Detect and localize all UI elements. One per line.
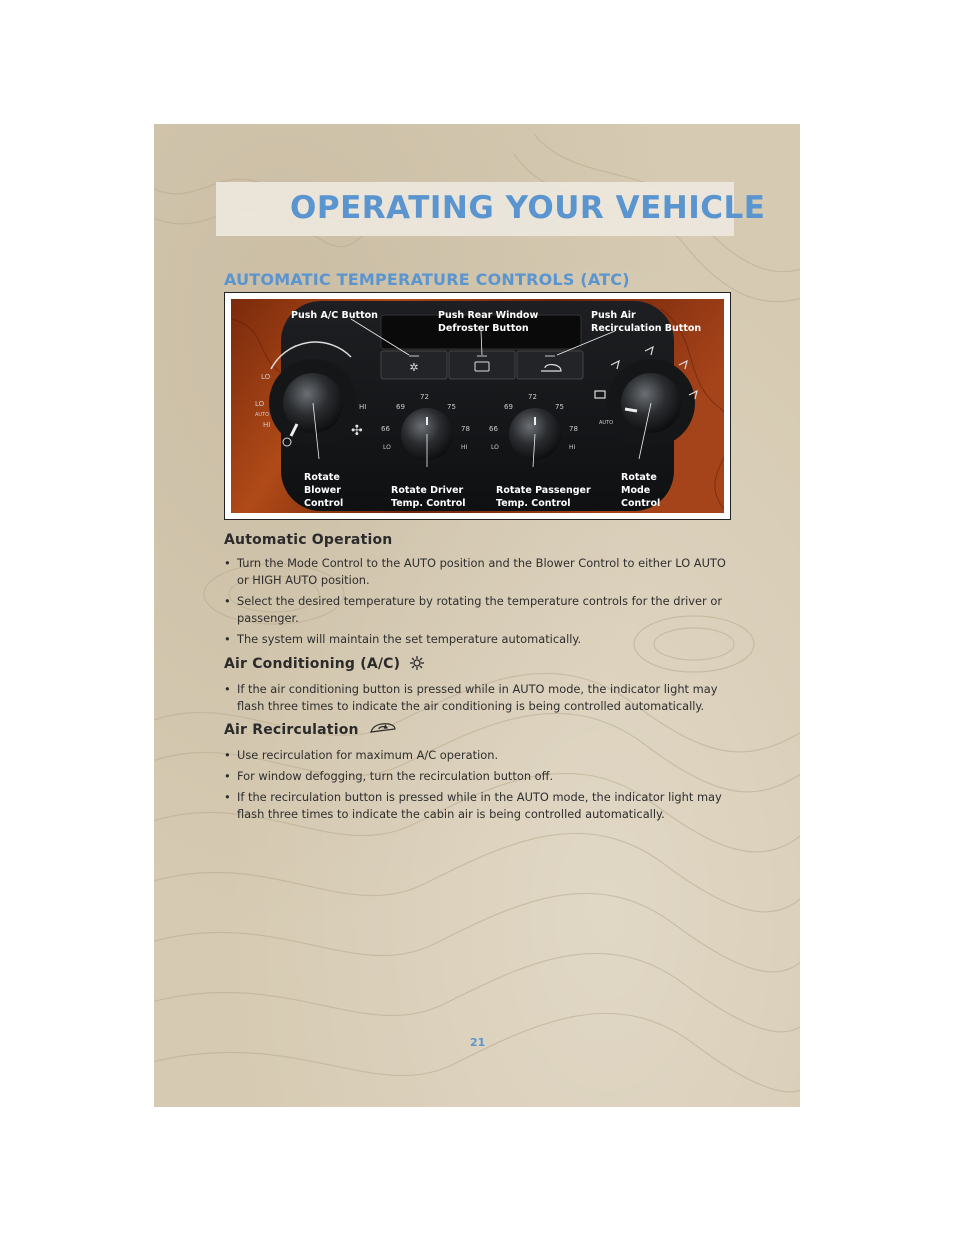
blower-lo-auto-label: LO bbox=[255, 400, 265, 408]
mode-auto-label: AUTO bbox=[599, 420, 614, 426]
callout-mode-line1: Rotate bbox=[621, 472, 657, 483]
driver-temp-78: 78 bbox=[461, 425, 470, 433]
driver-temp-hi: HI bbox=[461, 444, 468, 451]
air-recirculation-heading bbox=[224, 722, 397, 738]
blower-hi-label: HI bbox=[359, 403, 367, 411]
rear-defroster-button[interactable] bbox=[449, 351, 515, 379]
callout-ac-button: Push A/C Button bbox=[291, 310, 378, 321]
callout-mode-line3: Control bbox=[621, 498, 661, 509]
passenger-temp-78: 78 bbox=[569, 425, 578, 433]
page-title: OPERATING YOUR VEHICLE bbox=[290, 190, 766, 226]
atc-photo-frame bbox=[224, 292, 731, 520]
automatic-operation-heading bbox=[224, 532, 392, 548]
driver-temp-72: 72 bbox=[420, 393, 429, 401]
driver-temp-66: 66 bbox=[381, 425, 390, 433]
passenger-temp-72: 72 bbox=[528, 393, 537, 401]
automatic-operation-heading-text: Automatic Operation bbox=[224, 532, 393, 548]
air-recirculation-heading-text: Air Recirculation bbox=[224, 722, 359, 738]
list-item: • If the recirculation button is pressed while in the AUTO mode, the indicator light may flash three times to indicate the cabin air is being controlled automatically. bbox=[224, 789, 734, 823]
list-item: • The system will maintain the set temperature automatically. bbox=[224, 631, 734, 648]
callout-defroster-line2: Defroster Button bbox=[438, 323, 529, 334]
blower-auto-label: AUTO bbox=[255, 412, 270, 418]
driver-temp-69: 69 bbox=[396, 403, 405, 411]
callout-driver-line2: Temp. Control bbox=[391, 498, 466, 509]
callout-recirc-line2: Recirculation Button bbox=[591, 323, 702, 334]
callout-passenger-line1: Rotate Passenger bbox=[496, 485, 591, 496]
atc-control-panel-photo bbox=[231, 299, 724, 513]
recirculation-button[interactable] bbox=[517, 351, 583, 379]
callout-mode-line2: Mode bbox=[621, 485, 651, 496]
callout-driver-line1: Rotate Driver bbox=[391, 485, 464, 496]
page-number: 21 bbox=[470, 1036, 486, 1049]
automatic-operation-list bbox=[224, 555, 734, 652]
blower-hi-auto-label: HI bbox=[263, 421, 271, 429]
passenger-temp-66: 66 bbox=[489, 425, 498, 433]
callout-defroster-line1: Push Rear Window bbox=[438, 310, 539, 321]
list-item: • For window defogging, turn the recirculation button off. bbox=[224, 768, 734, 785]
driver-temp-75: 75 bbox=[447, 403, 456, 411]
list-item: • Use recirculation for maximum A/C operation. bbox=[224, 747, 734, 764]
callout-recirc-line1: Push Air bbox=[591, 310, 636, 321]
list-item: • Turn the Mode Control to the AUTO position and the Blower Control to either LO AUTO or HIGH AUTO position. bbox=[224, 555, 734, 589]
driver-temp-lo: LO bbox=[383, 444, 391, 451]
passenger-temp-75: 75 bbox=[555, 403, 564, 411]
ac-button[interactable] bbox=[381, 351, 447, 379]
list-item: • If the air conditioning button is pressed while in AUTO mode, the indicator light may flash three times to indicate the air conditioning is being controlled automatically. bbox=[224, 681, 734, 715]
air-conditioning-heading-text: Air Conditioning (A/C) bbox=[224, 656, 401, 672]
callout-blower-line1: Rotate bbox=[304, 472, 340, 483]
blower-lo-label: LO bbox=[261, 373, 271, 381]
svg-text:✲: ✲ bbox=[409, 361, 419, 374]
callout-passenger-line2: Temp. Control bbox=[496, 498, 571, 509]
list-item: • Select the desired temperature by rotating the temperature controls for the driver or passenger. bbox=[224, 593, 734, 627]
air-recirculation-list bbox=[224, 747, 734, 827]
callout-blower-line2: Blower bbox=[304, 485, 341, 496]
passenger-temp-69: 69 bbox=[504, 403, 513, 411]
callout-blower-line3: Control bbox=[304, 498, 344, 509]
section-heading: AUTOMATIC TEMPERATURE CONTROLS (ATC) bbox=[224, 270, 630, 289]
passenger-temp-lo: LO bbox=[491, 444, 499, 451]
air-conditioning-list bbox=[224, 681, 734, 719]
snowflake-icon bbox=[410, 656, 424, 670]
page-sheet bbox=[154, 124, 800, 1107]
air-conditioning-heading bbox=[224, 656, 424, 672]
fan-icon: ✣ bbox=[351, 423, 363, 439]
passenger-temp-hi: HI bbox=[569, 444, 576, 451]
recirculation-icon bbox=[369, 722, 397, 736]
